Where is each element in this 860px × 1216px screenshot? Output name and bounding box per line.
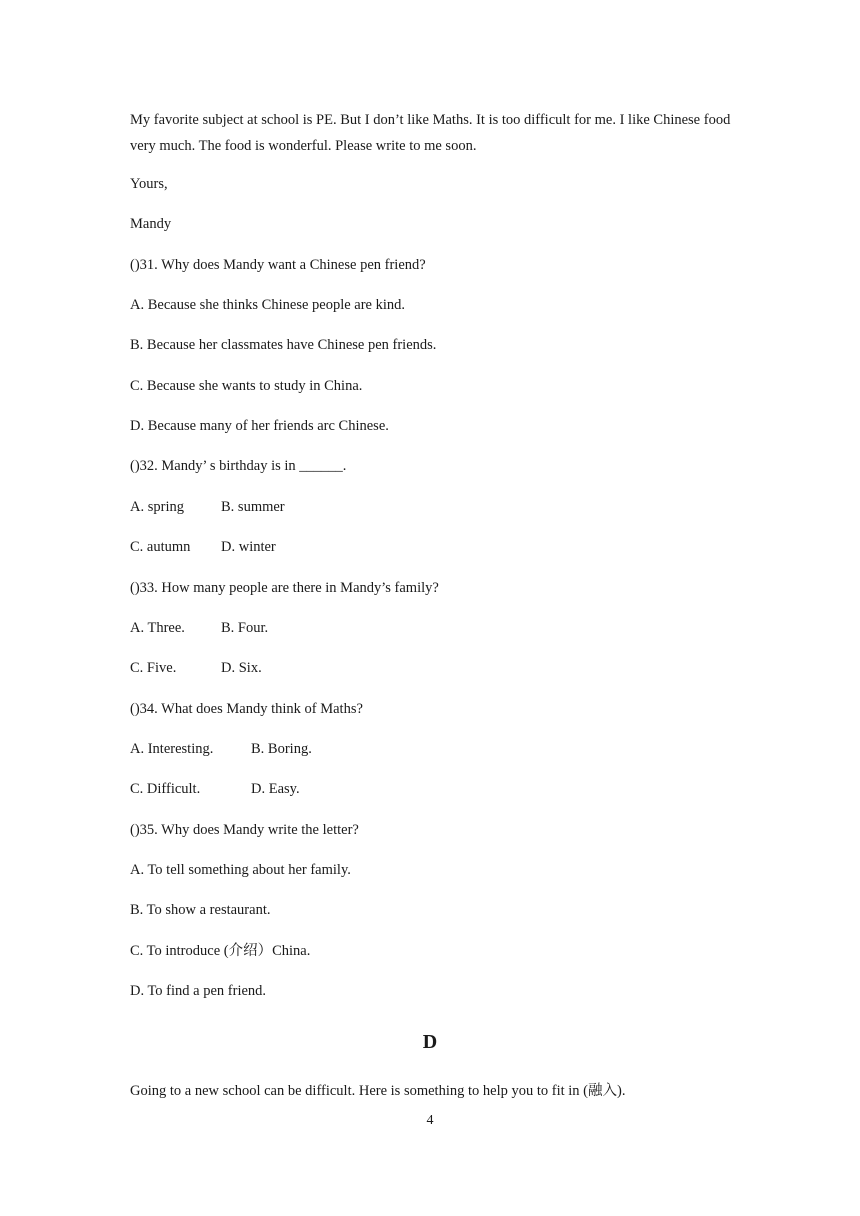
question-34-option-d: D. Easy. [251,781,300,797]
letter-paragraph: My favorite subject at school is PE. But I don’t like Maths. It is too difficult for me. I like Chinese food very much. The food is wonderful. Please write to me soon. [130,112,731,154]
question-32-stem: ()32. Mandy’ s birthday is in ______. [130,458,347,474]
question-31-option-a: A. Because she thinks Chinese people are kind. [130,297,406,313]
question-33-option-c: C. Five. [130,660,177,676]
question-31-option-d: D. Because many of her friends arc Chinese. [130,418,389,434]
question-32-option-c: C. autumn [130,539,191,555]
letter-signature: Mandy [130,216,172,232]
question-32-option-b: B. summer [221,499,285,515]
page-number: 4 [426,1113,434,1128]
question-34-option-b: B. Boring. [251,741,312,757]
question-31-stem: ()31. Why does Mandy want a Chinese pen friend? [130,257,426,273]
section-intro: Going to a new school can be difficult. Here is something to help you to fit in (融入). [130,1083,626,1099]
question-34-option-a: A. Interesting. [130,741,214,757]
question-34-option-c: C. Difficult. [130,781,201,797]
question-34-stem: ()34. What does Mandy think of Maths? [130,701,363,717]
question-33-option-d: D. Six. [221,660,262,676]
question-35-option-b: B. To show a restaurant. [130,902,271,918]
question-35-option-c: C. To introduce (介绍）China. [130,943,311,959]
question-32-option-a: A. spring [130,499,184,515]
question-35-stem: ()35. Why does Mandy write the letter? [130,822,359,838]
question-33-option-b: B. Four. [221,620,269,636]
question-31-option-c: C. Because she wants to study in China. [130,378,363,394]
question-33-stem: ()33. How many people are there in Mandy’s family? [130,580,439,596]
question-33-option-a: A. Three. [130,620,185,636]
letter-closing: Yours, [130,176,168,192]
question-31-option-b: B. Because her classmates have Chinese pen friends. [130,337,437,353]
question-32-option-d: D. winter [221,539,276,555]
question-35-option-a: A. To tell something about her family. [130,862,351,878]
question-35-option-d: D. To find a pen friend. [130,983,267,999]
section-heading: D [422,1031,438,1053]
